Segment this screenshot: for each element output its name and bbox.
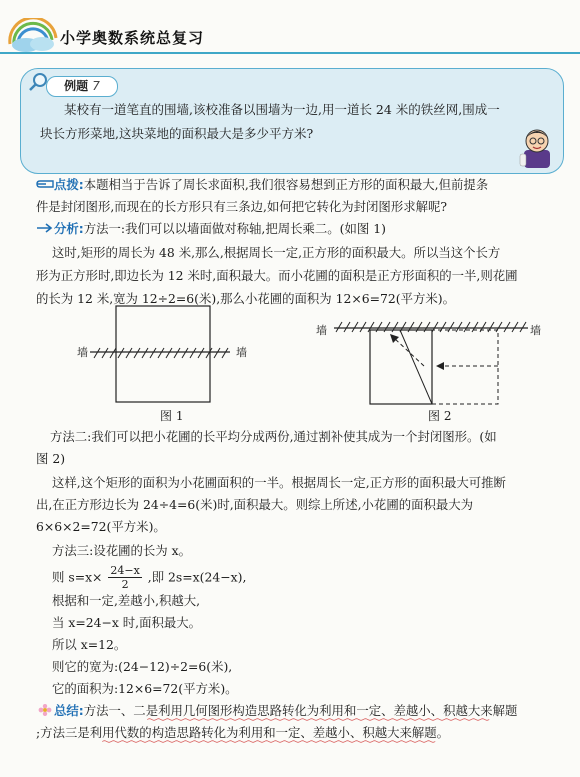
cartoon-teacher-icon	[516, 124, 558, 170]
problem-line: 块长方形菜地,这块菜地的面积最大是多少平方米?	[40, 126, 314, 141]
pointing-hand-icon	[36, 178, 54, 190]
example-tab-label: 例题	[64, 79, 89, 93]
eq-prefix: 则 s=x×	[52, 569, 103, 585]
eq-suffix: ,即 2s=x(24−x),	[147, 569, 247, 585]
arrow-hand-icon	[36, 222, 54, 234]
eq-numerator: 24−x	[110, 564, 140, 577]
method2-line: 方法二:我们可以把小花圃的长平均分成两份,通过割补使其成为一个封闭图形。(如	[50, 429, 497, 444]
summary-wavy-underline	[36, 718, 566, 721]
analysis-label: 分析:	[54, 221, 84, 236]
fig2-arrowhead-1	[436, 362, 444, 370]
analysis-line: 这时,矩形的周长为 48 米,那么,根据周长一定,正方形的面积最大。所以当这个长方	[52, 245, 501, 260]
method2-line: 出,在正方形边长为 24÷4=6(米)时,面积最大。则综上所述,小花圃的面积最大为	[36, 497, 474, 512]
fig1-square	[116, 306, 210, 402]
analysis-line: 形为正方形时,即边长为 12 米时,面积最大。而小花圃的面积是正方形面积的一半,则花圃	[36, 268, 518, 283]
hint-line	[36, 174, 566, 196]
method3-line: 则它的宽为:(24−12)÷2=6(米),	[52, 659, 233, 674]
fig2-wall-label-right: 墙	[530, 324, 541, 337]
method2-line: 这样,这个矩形的面积为小花圃面积的一半。根据周长一定,正方形的面积最大可推断	[52, 475, 506, 490]
hint-line: 件是封闭图形,而现在的长方形只有三条边,如何把它转化为封闭图形求解呢?	[36, 199, 448, 214]
figure-2	[320, 314, 540, 410]
header-divider	[0, 52, 580, 54]
flower-icon	[36, 704, 54, 716]
book-title: 小学奥数系统总复习	[60, 29, 205, 47]
method2-line: 6×6×2=72(平方米)。	[36, 519, 166, 534]
eq-fraction	[108, 564, 141, 591]
fig1-wall-label-left: 墙	[77, 346, 88, 359]
method2-line: 图 2)	[36, 451, 66, 466]
method3-line: 方法三:设花圃的长为 x。	[52, 543, 192, 558]
example-problem	[40, 98, 550, 146]
problem-line: 某校有一道笔直的围墙,该校准备以围墙为一边,用一道长 24 米的铁丝网,围成一	[64, 102, 500, 117]
fig1-wall-hatch	[94, 348, 228, 358]
method3-line: 它的面积为:12×6=72(平方米)。	[52, 681, 238, 696]
summary-line: ;方法三是利用代数的构造思路转化为利用和一定、差越小、积越大来解题。	[36, 725, 450, 740]
method3-line: 当 x=24−x 时,面积最大。	[52, 615, 202, 630]
eq-denominator: 2	[121, 578, 129, 591]
fig2-wall-label-left: 墙	[316, 324, 327, 337]
summary-label: 总结:	[54, 703, 84, 718]
method3-line: 根据和一定,差越小,积越大,	[52, 593, 201, 608]
example-tab	[46, 76, 118, 97]
summary-wavy-underline-2	[36, 740, 566, 743]
cloud-rainbow-icon	[6, 18, 64, 52]
summary-text: 方法一、二是利用几何图形构造思路转化为利用和一定、差越小、积越大来解题	[83, 703, 518, 718]
page-header	[0, 0, 580, 62]
example-tab-number: 7	[92, 79, 100, 93]
hint-label: 点拨:	[54, 177, 84, 192]
fig2-diagonal	[400, 330, 432, 404]
analysis-line: 的长为 12 米,宽为 12÷2=6(米),那么小花圃的面积为 12×6=72(平方米)。	[36, 291, 456, 306]
hint-text: 本题相当于告诉了周长求面积,我们很容易想到正方形的面积最大,但前提条	[83, 177, 489, 192]
method3-line: 所以 x=12。	[52, 637, 127, 652]
fig2-caption: 图 2	[428, 409, 452, 423]
analysis-line	[36, 218, 566, 240]
fig1-caption: 图 1	[160, 409, 184, 423]
fig1-wall-label-right: 墙	[236, 346, 247, 359]
fig2-square	[370, 330, 432, 404]
analysis-text: 方法一:我们可以以墙面做对称轴,把周长乘二。(如图 1)	[83, 221, 386, 236]
